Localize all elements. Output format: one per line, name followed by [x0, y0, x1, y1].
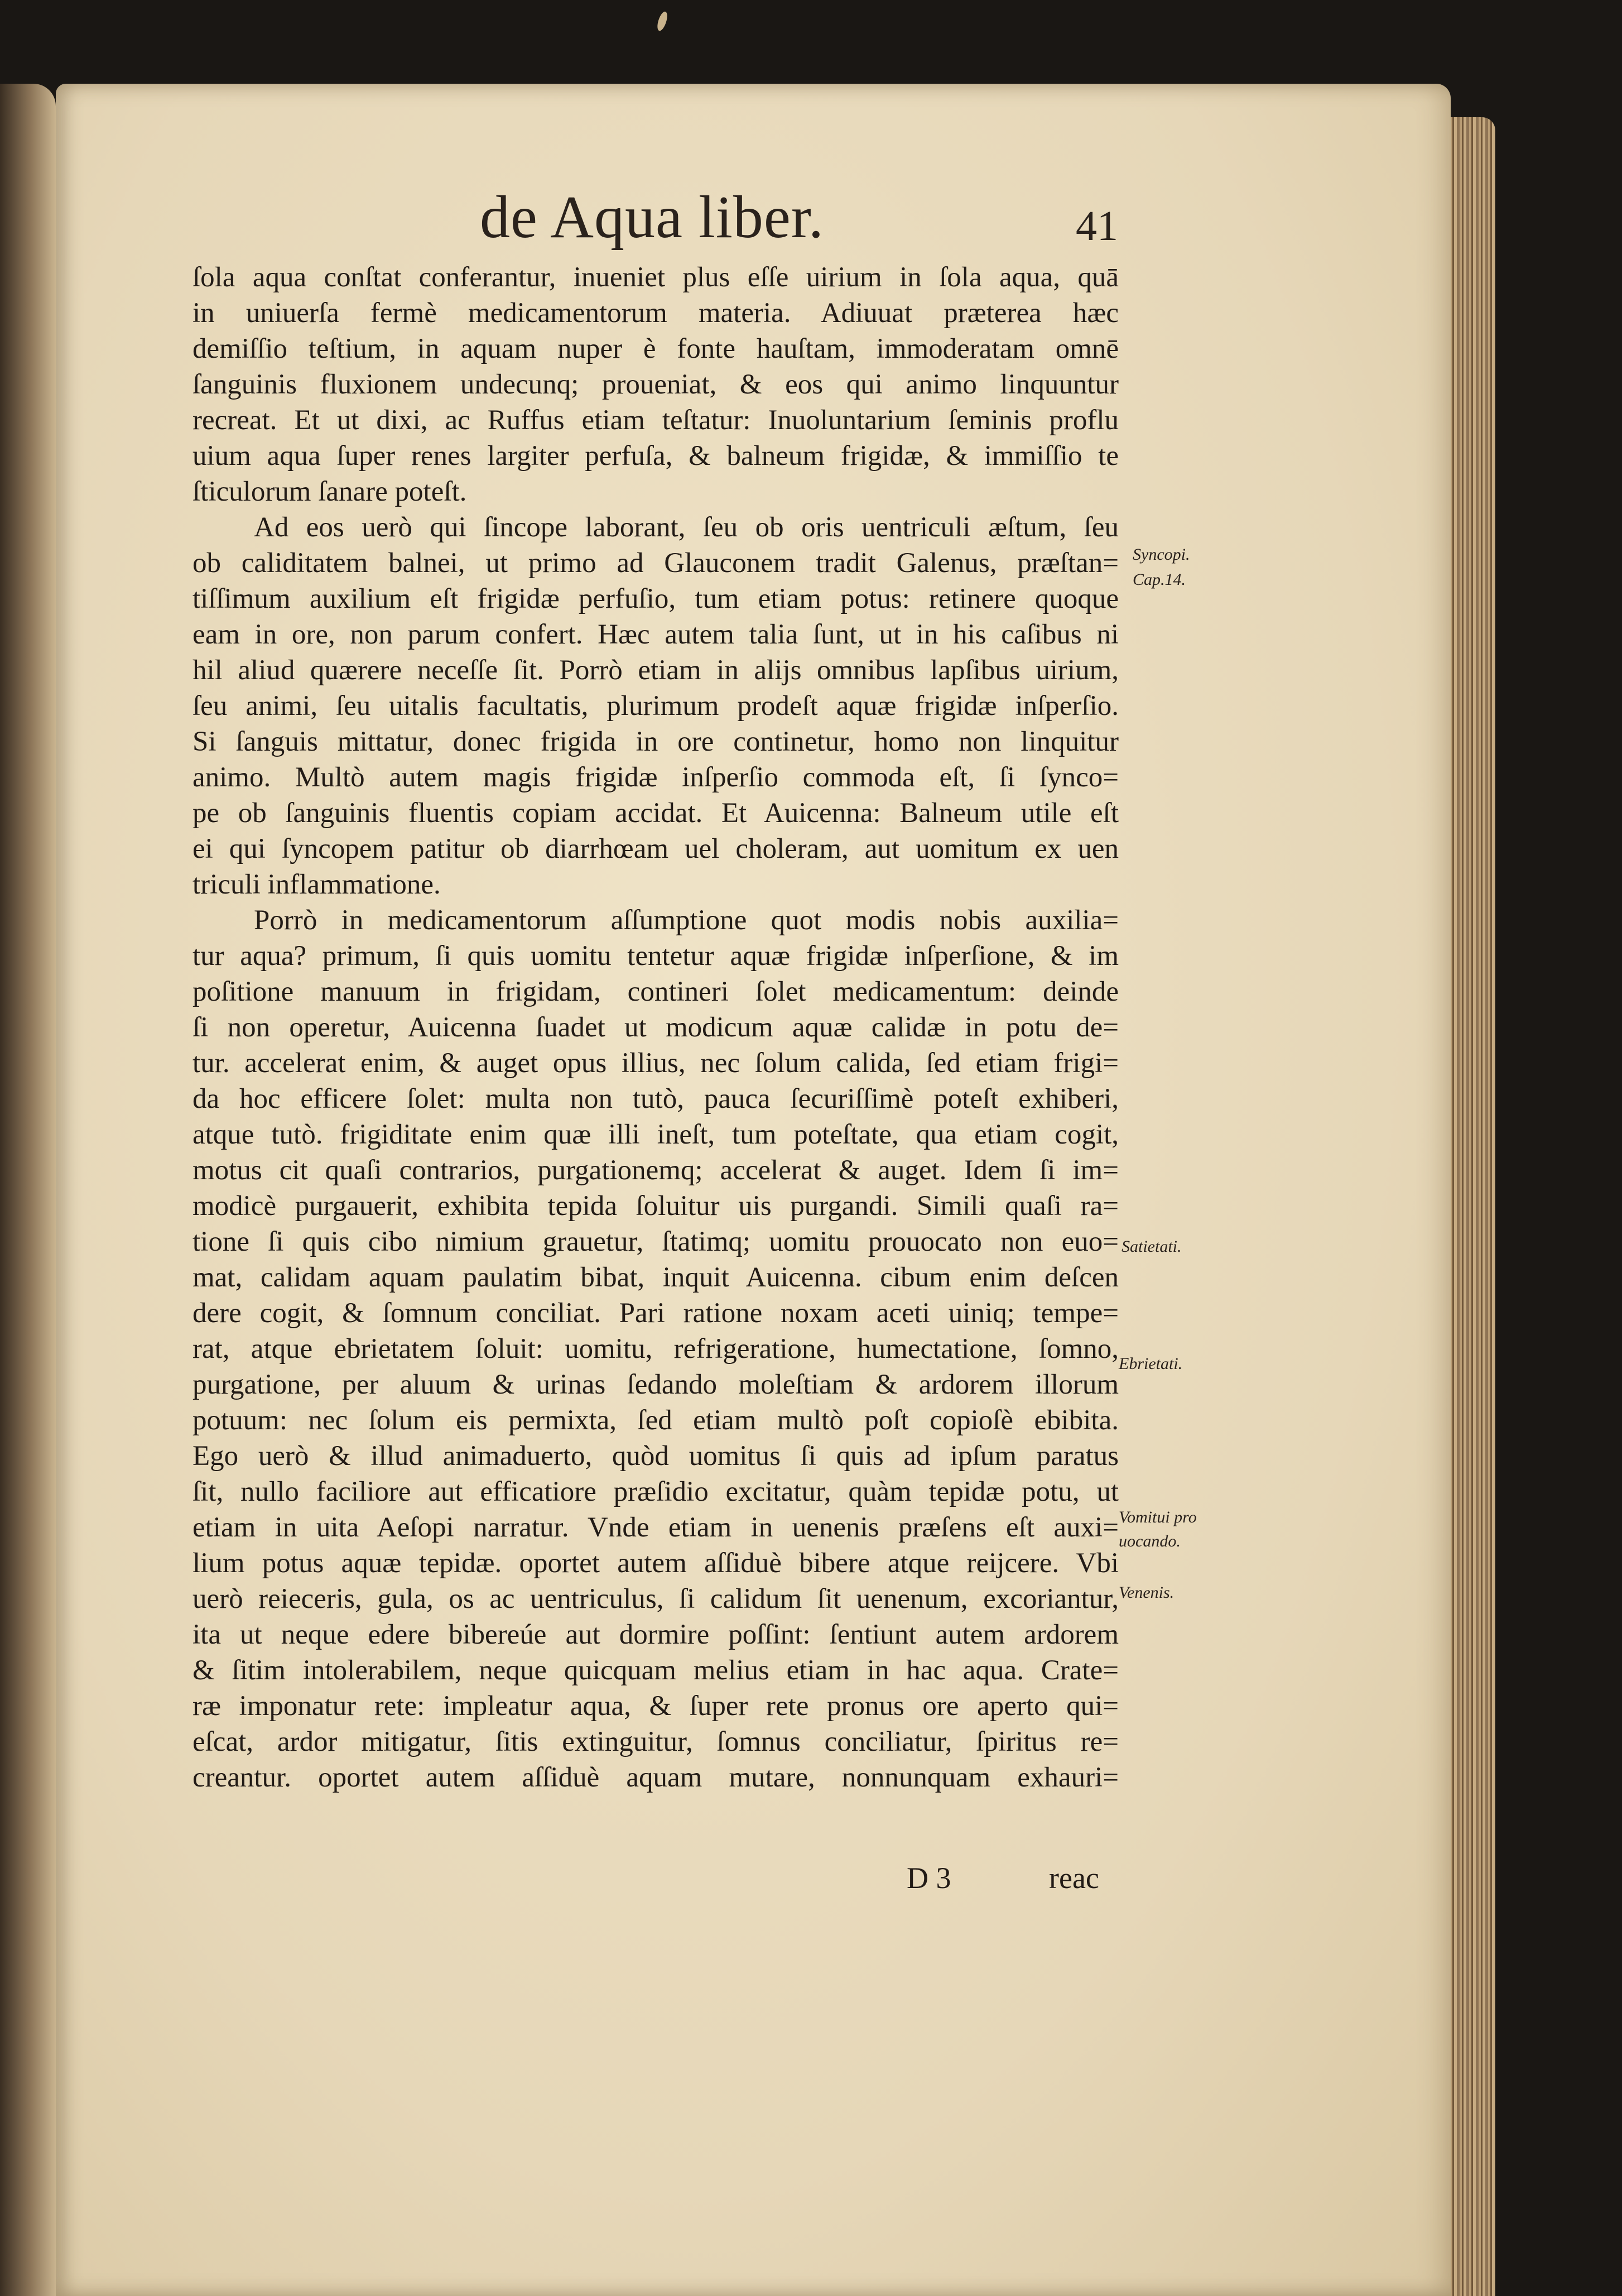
text-line: motus cit quaſi contrarios, purgationemq; accelerat & auget. Idem ſi im= — [192, 1155, 1119, 1186]
text-line: eſcat, ardor mitigatur, ſitis extinguitur, ſomnus conciliatur, ſpiritus re= — [192, 1726, 1119, 1757]
running-head: de Aqua liber. — [480, 184, 824, 251]
margin-note-vomitui-pro: Vomitui pro — [1119, 1508, 1197, 1526]
text-line: tur. accelerat enim, & auget opus illius, nec ſolum calida, ſed etiam frigi= — [192, 1048, 1119, 1079]
text-line: ſi non operetur, Auicenna ſuadet ut modicum aquæ calidæ in potu de= — [192, 1012, 1119, 1043]
text-line: lium potus aquæ tepidæ. oportet autem aſſiduè bibere atque reijcere. Vbi — [192, 1548, 1119, 1579]
text-line: hil aliud quærere neceſſe ſit. Porrò etiam in alijs omnibus lapſibus uirium, — [192, 655, 1119, 686]
text-line: eam in ore, non parum confert. Hæc autem talia ſunt, ut in his caſibus ni — [192, 619, 1119, 650]
text-line: ræ imponatur rete: impleatur aqua, & ſuper rete pronus ore aperto qui= — [192, 1690, 1119, 1722]
text-line: ob caliditatem balnei, ut primo ad Glauconem tradit Galenus, præſtan= — [192, 547, 1119, 579]
text-line: Ego uerò & illud animaduerto, quòd uomitus ſi quis ad ipſum paratus — [192, 1440, 1119, 1472]
text-line: ſola aqua conſtat conferantur, inueniet plus eſſe uirium in ſola aqua, quā — [192, 262, 1119, 293]
text-line: potuum: nec ſolum eis permixta, ſed etiam multò poſt copioſè ebibita. — [192, 1405, 1119, 1436]
text-line: modicè purgauerit, exhibita tepida ſoluitur uis purgandi. Simili quaſi ra= — [192, 1190, 1119, 1222]
text-line: tiſſimum auxilium eſt frigidæ perfuſio, tum etiam potus: retinere quoque — [192, 583, 1119, 614]
text-line: ei qui ſyncopem patitur ob diarrhœam uel choleram, aut uomitum ex uen — [192, 833, 1119, 864]
text-line: animo. Multò autem magis frigidæ inſperſio commoda eſt, ſi ſynco= — [192, 762, 1119, 793]
text-line: recreat. Et ut dixi, ac Ruffus etiam teſtatur: Inuoluntarium ſeminis proflu — [192, 405, 1119, 436]
text-line: Porrò in medicamentorum aſſumptione quot modis nobis auxilia= — [254, 905, 1119, 936]
text-line: poſitione manuum in frigidam, contineri ſolet medicamentum: deinde — [192, 976, 1119, 1007]
margin-note-satietati: Satietati. — [1122, 1237, 1182, 1256]
text-line: creantur. oportet autem aſſiduè aquam mutare, nonnunquam exhauri= — [192, 1762, 1119, 1793]
text-line: ſeu animi, ſeu uitalis facultatis, plurimum prodeſt aquæ frigidæ inſperſio. — [192, 690, 1119, 722]
text-line: & ſitim intolerabilem, neque quicquam melius etiam in hac aqua. Crate= — [192, 1655, 1119, 1686]
text-line: ſit, nullo faciliore aut efficatiore præſidio excitatur, quàm tepidæ potu, ut — [192, 1476, 1119, 1507]
margin-note-syncopi: Syncopi. — [1133, 545, 1190, 564]
margin-note-cap14: Cap.14. — [1133, 570, 1186, 589]
paper-fleck — [656, 11, 669, 32]
text-line: tur aqua? primum, ſi quis uomitu tentetur aquæ frigidæ inſperſione, & im — [192, 940, 1119, 972]
text-line: ſanguinis fluxionem undecunq; proueniat, & eos qui animo linquuntur — [192, 369, 1119, 400]
text-line: rat, atque ebrietatem ſoluit: uomitu, refrigeratione, humectatione, ſomno, — [192, 1333, 1119, 1365]
text-line: demiſſio teſtium, in aquam nuper è fonte hauſtam, immoderatam omnē — [192, 333, 1119, 364]
facing-page-edge — [0, 84, 56, 2296]
text-line: tione ſi quis cibo nimium grauetur, ſtatimq; uomitu prouocato non euo= — [192, 1226, 1119, 1257]
text-line: in uniuerſa fermè medicamentorum materia. Adiuuat præterea hæc — [192, 297, 1119, 329]
text-line — [192, 1795, 1119, 1831]
text-line: Si ſanguis mittatur, donec frigida in ore continetur, homo non linquitur — [192, 726, 1119, 757]
margin-note-ebrietati: Ebrietati. — [1119, 1354, 1183, 1373]
text-line: ſticulorum ſanare poteſt. — [192, 476, 467, 507]
signature-mark: D 3 — [907, 1861, 951, 1895]
text-line: pe ob ſanguinis fluentis copiam accidat. Et Auicenna: Balneum utile eſt — [192, 798, 1119, 829]
text-line: etiam in uita Aeſopi narratur. Vnde etiam in uenenis præſens eſt auxi= — [192, 1512, 1119, 1543]
text-line: triculi inflammatione. — [192, 869, 441, 900]
text-line: purgatione, per aluum & urinas ſedando moleſtiam & ardorem illorum — [192, 1369, 1119, 1400]
margin-note-venenis: Venenis. — [1119, 1583, 1175, 1602]
margin-note-uocando: uocando. — [1119, 1532, 1181, 1550]
catchword: reac — [1049, 1861, 1099, 1895]
text-line: atque tutò. frigiditate enim quæ illi ineſt, tum poteſtate, qua etiam cogit, — [192, 1119, 1119, 1150]
text-line: da hoc efficere ſolet: multa non tutò, pauca ſecuriſſimè poteſt exhiberi, — [192, 1083, 1119, 1115]
text-line: Ad eos uerò qui ſincope laborant, ſeu ob oris uentriculi æſtum, ſeu — [254, 512, 1119, 543]
text-line: dere cogit, & ſomnum conciliat. Pari ratione noxam aceti uiniq; tempe= — [192, 1298, 1119, 1329]
text-line: ita ut neque edere bibereúe aut dormire poſſint: ſentiunt autem ardorem — [192, 1619, 1119, 1650]
page-number: 41 — [1076, 203, 1118, 249]
text-line: uium aqua ſuper renes largiter perfuſa, & balneum frigidæ, & immiſſio te — [192, 440, 1119, 472]
text-line: mat, calidam aquam paulatim bibat, inquit Auicenna. cibum enim deſcen — [192, 1262, 1119, 1293]
text-line: uerò reieceris, gula, os ac uentriculus, ſi calidum ſit uenenum, excoriantur, — [192, 1583, 1119, 1615]
